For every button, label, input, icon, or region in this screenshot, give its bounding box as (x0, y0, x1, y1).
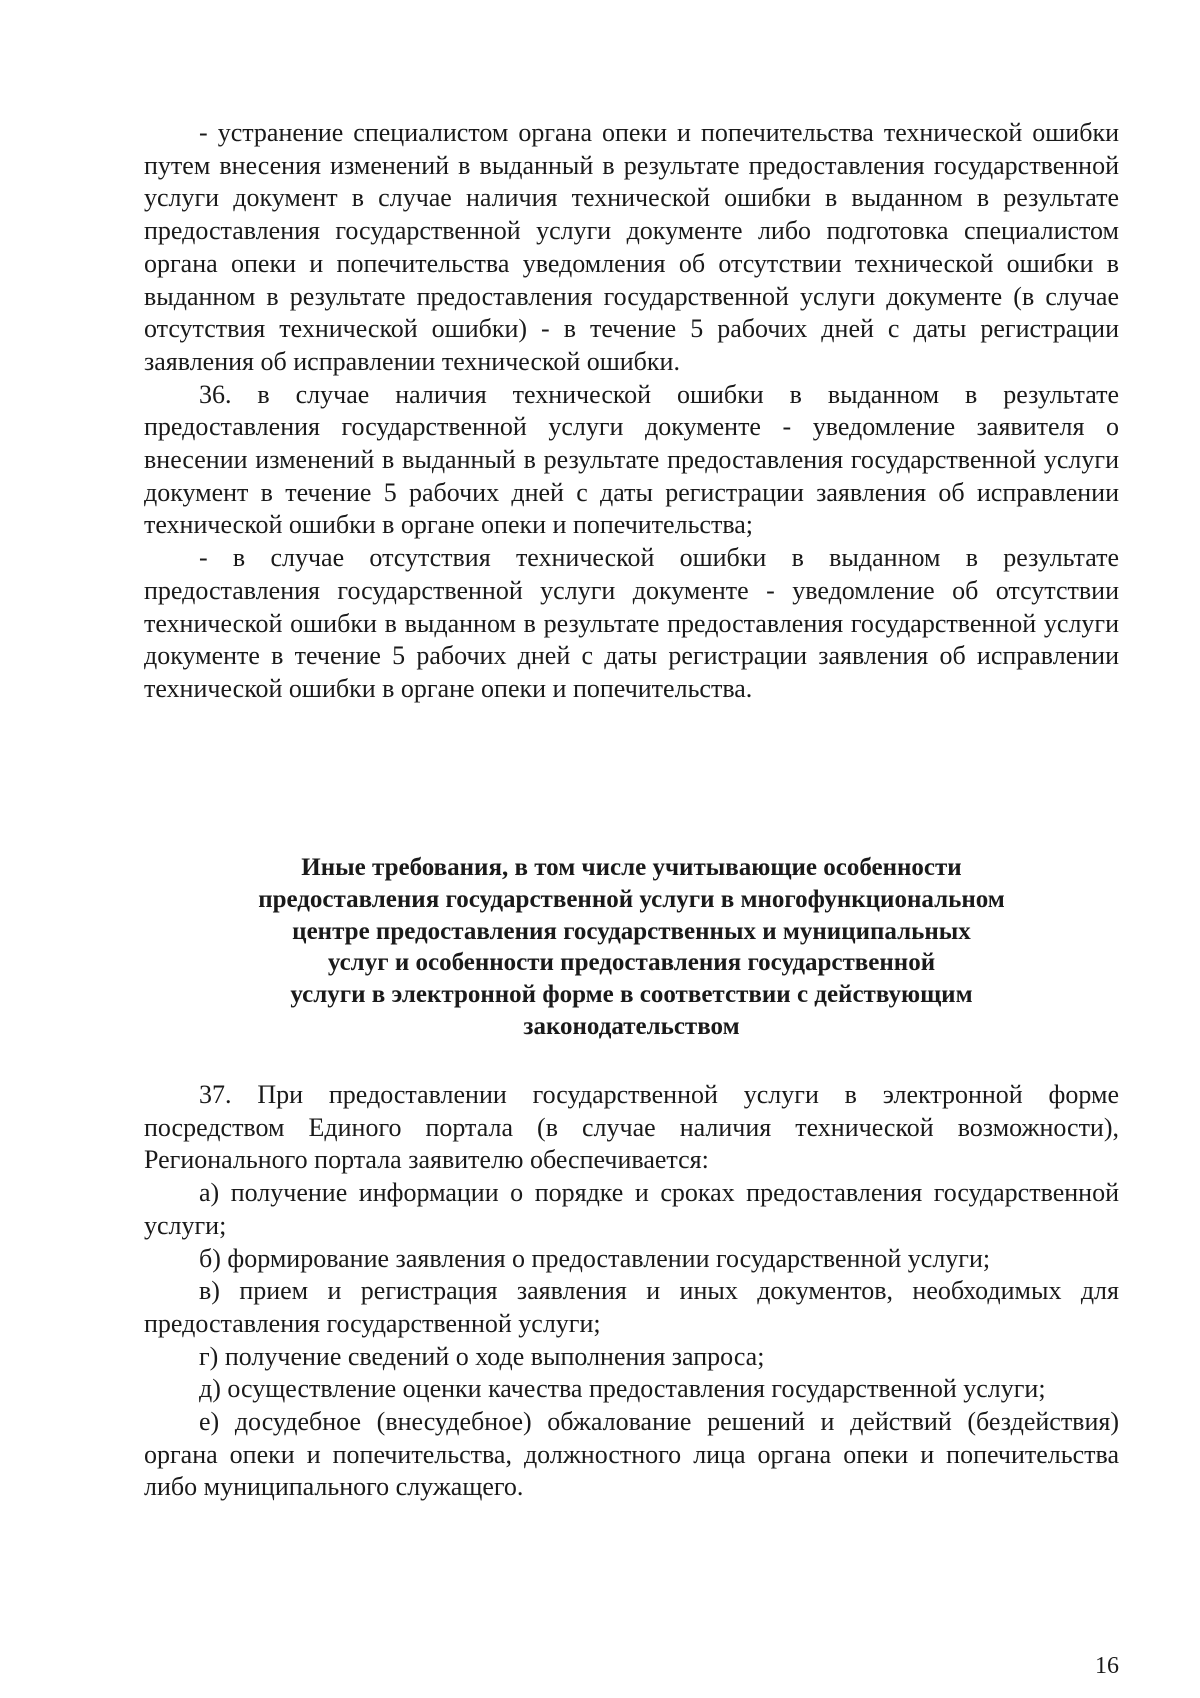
paragraph-no-technical-error: - в случае отсутствия технической ошибки в выданном в результате предоставления государственной услуги документе - уведомление об отсутствии технической ошибки в выданном в результате предоставления государственной услуги документе в течение 5 рабочих дней с даты регистрации заявления об исправлении технической ошибки в органе опеки и попечительства. (144, 543, 1119, 703)
list-item-a: а) получение информации о порядке и сроках предоставления государственной услуги; (144, 1178, 1119, 1240)
heading-line: услуг и особенности предоставления государственной (327, 949, 936, 977)
heading-line: законодательством (523, 1012, 740, 1040)
list-item-v: в) прием и регистрация заявления и иных документов, необходимых для предоставления государственной услуги; (144, 1276, 1119, 1338)
heading-line: Иные требования, в том числе учитывающие особенности (301, 854, 962, 881)
body-text-section-2 (144, 1079, 1119, 1504)
heading-line: центре предоставления государственных и муниципальных (292, 917, 971, 945)
paragraph-36: 36. в случае наличия технической ошибки в выданном в результате предоставления государственной услуги документе - уведомление заявителя о внесении изменений в выданный в результате предоставления государственной услуги документ в течение 5 рабочих дней с даты регистрации заявления об исправлении технической ошибки в органе опеки и попечительства; (144, 379, 1119, 540)
heading-line: услуги в электронной форме в соответствии с действующим (290, 981, 973, 1009)
paragraph-technical-error-correction: - устранение специалистом органа опеки и попечительства технической ошибки путем внесения изменений в выданный в результате предоставления государственной услуги документ в случае наличия технической ошибки в выданном в результате предоставления государственной услуги документе либо подготовка специалистом органа опеки и попечительства уведомления об отсутствии технической ошибки в выданном в результате предоставления государственной услуги документе (в случае отсутствия технической ошибки) - в течение 5 рабочих дней с даты регистрации заявления об исправлении технической ошибки. (144, 118, 1119, 376)
page-number: 16 (1095, 1653, 1119, 1679)
list-item-g: г) получение сведений о ходе выполнения запроса; (199, 1341, 765, 1371)
paragraph-37: 37. При предоставлении государственной услуги в электронной форме посредством Единого портала (в случае наличия технической возможности), Регионального портала заявителю обеспечивается: (144, 1080, 1119, 1175)
heading-line: предоставления государственной услуги в многофункциональном (258, 885, 1005, 913)
list-item-d: д) осуществление оценки качества предоставления государственной услуги; (199, 1374, 1046, 1404)
body-text-section-1 (144, 117, 1119, 706)
list-item-b: б) формирование заявления о предоставлении государственной услуги; (199, 1243, 991, 1273)
list-item-e: е) досудебное (внесудебное) обжалование решений и действий (бездействия) органа опеки и попечительства, должностного лица органа опеки и попечительства либо муниципального служащего. (144, 1407, 1119, 1502)
section-heading (144, 852, 1119, 1043)
